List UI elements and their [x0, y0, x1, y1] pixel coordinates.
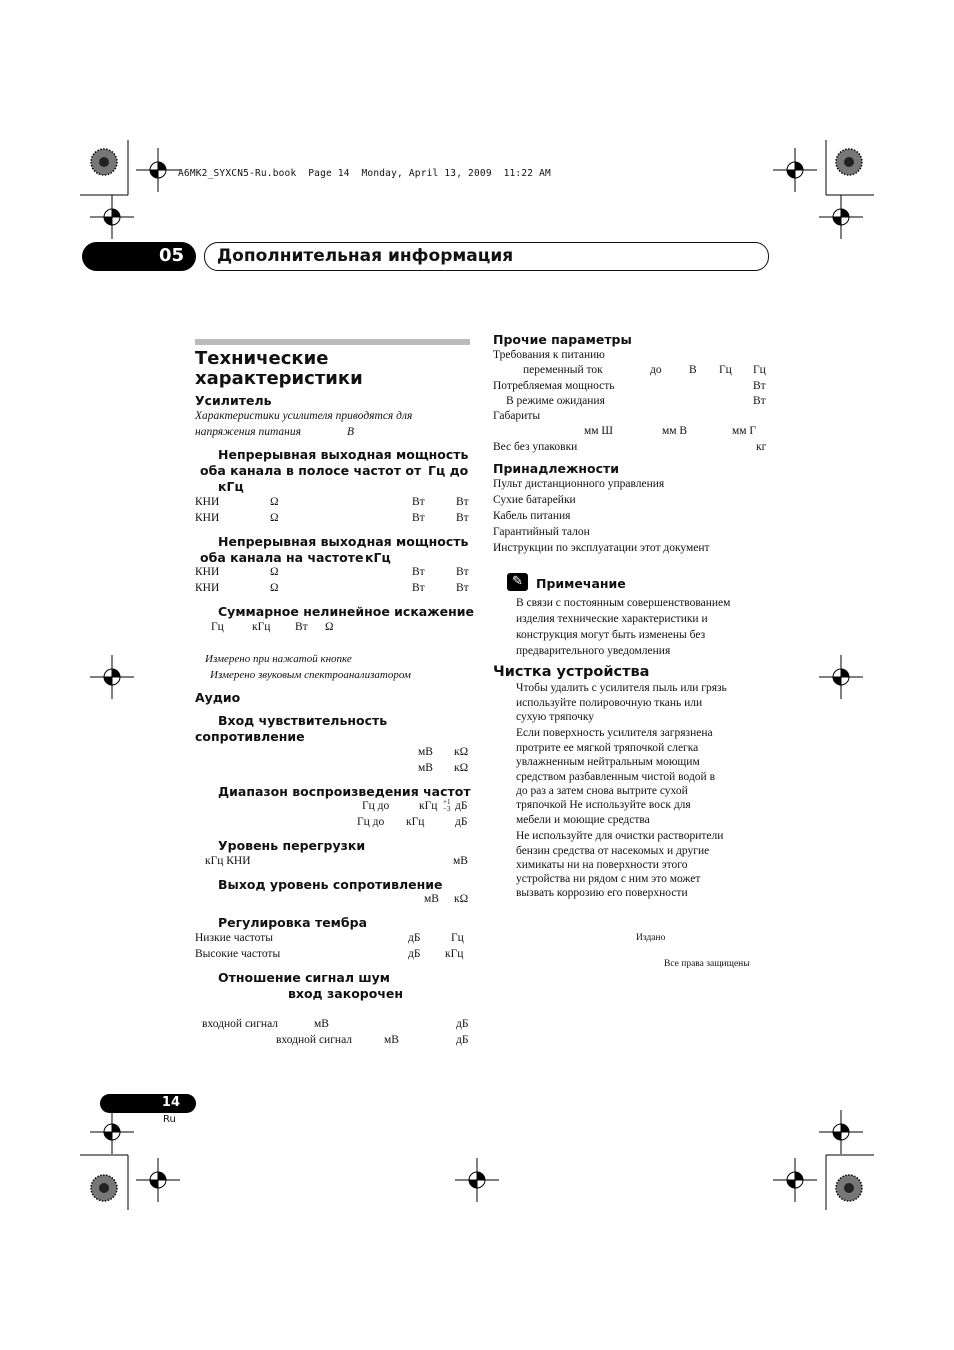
spec-unit: дБ — [455, 816, 468, 828]
spec-unit: дБ — [456, 1018, 469, 1030]
spec-label: КНИ — [195, 512, 220, 524]
cleaning-line: протрите ее мягкой тряпочкой слегка — [516, 742, 699, 754]
note-pencil-icon: ✎ — [507, 573, 528, 591]
output-heading: Выход уровень сопротивление — [218, 877, 443, 892]
spec-unit: дБ — [455, 800, 468, 812]
page-number: 14 — [161, 1095, 180, 1110]
accessory-item: Сухие батарейки — [493, 494, 576, 506]
spec-label: Габариты — [493, 410, 541, 422]
spec-unit: В — [689, 364, 697, 376]
overload-heading: Уровень перегрузки — [218, 838, 366, 853]
cont-power-heading: кГц — [365, 550, 391, 565]
spec-unit: Ω — [270, 496, 279, 508]
spec-unit: мм В — [662, 425, 688, 437]
spec-unit: Ω — [270, 582, 279, 594]
spec-unit: до — [650, 364, 662, 376]
amplifier-heading: Усилитель — [195, 393, 272, 408]
language-code: Ru — [163, 1114, 176, 1125]
spec-unit: мВ — [424, 893, 439, 905]
input-heading: сопротивление — [195, 729, 305, 744]
spec-unit: мм Г — [732, 425, 757, 437]
spec-label: входной сигнал — [276, 1034, 353, 1046]
published-label: Издано — [636, 933, 666, 943]
spec-unit: Гц — [753, 364, 766, 376]
spec-unit: Гц — [211, 621, 224, 633]
spec-label: кГц КНИ — [205, 855, 251, 867]
snr-heading: вход закорочен — [288, 986, 404, 1001]
cleaning-line: вызвать коррозию его поверхности — [516, 887, 688, 899]
other-heading: Прочие параметры — [493, 332, 632, 347]
freq-heading: Диапазон воспроизведения частот — [218, 784, 471, 799]
spec-unit: кГц — [419, 800, 438, 812]
amp-note-line: напряжения питания — [195, 426, 301, 438]
tone-heading: Регулировка тембра — [218, 915, 367, 930]
rights-label: Все права защищены — [664, 959, 750, 969]
spec-label: Вес без упаковки — [493, 441, 578, 453]
accessory-item: Пульт дистанционного управления — [493, 478, 665, 490]
accessory-item: Гарантийный талон — [493, 526, 590, 538]
cleaning-line: Чтобы удалить с усилителя пыль или грязь — [516, 682, 727, 694]
chapter-number: 05 — [158, 245, 184, 266]
cleaning-line: используйте полировочную ткань или — [516, 697, 703, 709]
spec-label: В режиме ожидания — [506, 395, 605, 407]
cleaning-line: Если поверхность усилителя загрязнена — [516, 727, 713, 739]
note-line: конструкция могут быть изменены без — [516, 629, 706, 641]
audio-heading: Аудио — [195, 690, 241, 705]
spec-unit: Гц до — [362, 800, 390, 812]
cleaning-heading: Чистка устройства — [493, 664, 650, 680]
spec-unit: Вт — [753, 395, 766, 407]
spec-label: переменный ток — [523, 364, 603, 376]
spec-unit: Гц — [719, 364, 732, 376]
cont-power-heading: Непрерывная выходная мощность — [218, 447, 469, 462]
cont-power-heading: оба канала на частоте — [200, 550, 364, 565]
spec-label: КНИ — [195, 496, 220, 508]
spec-unit: мВ — [418, 746, 433, 758]
spec-unit: кг — [756, 441, 767, 453]
spec-unit: Вт — [295, 621, 308, 633]
chapter-title: Дополнительная информация — [217, 246, 514, 266]
spec-label: КНИ — [195, 566, 220, 578]
book-info-line: A6MK2_SYXCN5-Ru.book Page 14 Monday, April 13, 2009 11:22 AM — [178, 168, 551, 179]
section-rule — [195, 339, 470, 345]
cont-power-heading: Непрерывная выходная мощность — [218, 534, 469, 549]
spec-unit: мм Ш — [584, 425, 614, 437]
cont-power-heading: кГц — [218, 479, 244, 494]
spec-unit: Гц до — [357, 816, 385, 828]
chapter-title-box — [204, 242, 769, 271]
cleaning-line: до раз а затем снова вытрите сухой — [516, 785, 688, 797]
amp-note-line: Характеристики усилителя приводятся для — [195, 410, 413, 422]
spec-unit: кГц — [445, 948, 464, 960]
cleaning-line: мебели и моющие средства — [516, 814, 650, 826]
spec-unit: мВ — [384, 1034, 399, 1046]
spec-unit: Вт — [412, 582, 425, 594]
spec-unit: кГц — [252, 621, 271, 633]
spec-unit: кГц — [406, 816, 425, 828]
spec-unit: Вт — [456, 582, 469, 594]
note-heading: Примечание — [536, 576, 626, 591]
spec-unit: мВ — [418, 762, 433, 774]
spec-unit: мВ — [453, 855, 468, 867]
chapter-number-badge — [82, 242, 196, 271]
snr-heading: Отношение сигнал шум — [218, 970, 390, 985]
spec-unit: Гц — [451, 932, 464, 944]
cleaning-line: химикаты ни на поверхности этого — [516, 859, 688, 871]
thd-heading: Суммарное нелинейное искажение — [218, 604, 475, 619]
spec-unit: кΩ — [454, 746, 469, 758]
spec-label: Высокие частоты — [195, 948, 281, 960]
section-title — [195, 349, 363, 389]
spec-unit: мВ — [314, 1018, 329, 1030]
spec-unit: Вт — [456, 566, 469, 578]
cont-power-heading: оба канала в полосе частот от — [200, 463, 422, 478]
amp-note-unit: В — [347, 426, 355, 438]
spec-unit: Ω — [325, 621, 334, 633]
cleaning-line: увлажненным нейтральным моющим — [516, 756, 700, 768]
spec-unit: Вт — [753, 380, 766, 392]
input-heading: Вход чувствительность — [218, 713, 388, 728]
spec-label: КНИ — [195, 582, 220, 594]
cleaning-line: тряпочкой Не используйте воск для — [516, 799, 691, 811]
cleaning-line: Не используйте для очистки растворители — [516, 830, 724, 842]
accessory-item: Кабель питания — [493, 510, 571, 522]
spec-unit: Вт — [456, 512, 469, 524]
section-title-line: Технические — [195, 348, 329, 369]
note-line: изделия технические характеристики и — [516, 613, 708, 625]
spec-unit: Вт — [456, 496, 469, 508]
measured-note: Измерено звуковым спектроанализатором — [210, 669, 411, 681]
spec-unit: кΩ — [454, 762, 469, 774]
spec-unit: Вт — [412, 512, 425, 524]
page-number-badge — [100, 1094, 196, 1113]
spec-unit: кΩ — [454, 893, 469, 905]
cleaning-line: бензин средства от насекомых и другие — [516, 845, 710, 857]
spec-unit: Вт — [412, 566, 425, 578]
spec-unit: дБ — [456, 1034, 469, 1046]
accessory-item: Инструкции по эксплуатации этот документ — [493, 542, 710, 554]
spec-label: Требования к питанию — [493, 349, 605, 361]
spec-unit: дБ — [408, 932, 421, 944]
cont-power-heading: Гц до — [428, 463, 469, 478]
note-line: В связи с постоянным совершенствованием — [516, 597, 731, 609]
accessories-heading: Принадлежности — [493, 461, 620, 476]
cleaning-line: средством разбавленным чистой водой в — [516, 771, 716, 783]
spec-unit: дБ — [408, 948, 421, 960]
measured-note: Измерено при нажатой кнопке — [205, 653, 352, 665]
tolerance: +1 −3 — [443, 798, 451, 813]
cleaning-line: устройства ни рядом с ним это может — [516, 873, 701, 885]
section-title-line: характеристики — [195, 368, 363, 389]
note-line: предварительного уведомления — [516, 645, 671, 657]
spec-unit: Ω — [270, 512, 279, 524]
spec-unit: Ω — [270, 566, 279, 578]
spec-unit: Вт — [412, 496, 425, 508]
spec-label: Низкие частоты — [195, 932, 273, 944]
spec-label: входной сигнал — [202, 1018, 279, 1030]
cleaning-line: сухую тряпочку — [516, 711, 595, 723]
spec-label: Потребляемая мощность — [493, 380, 615, 392]
